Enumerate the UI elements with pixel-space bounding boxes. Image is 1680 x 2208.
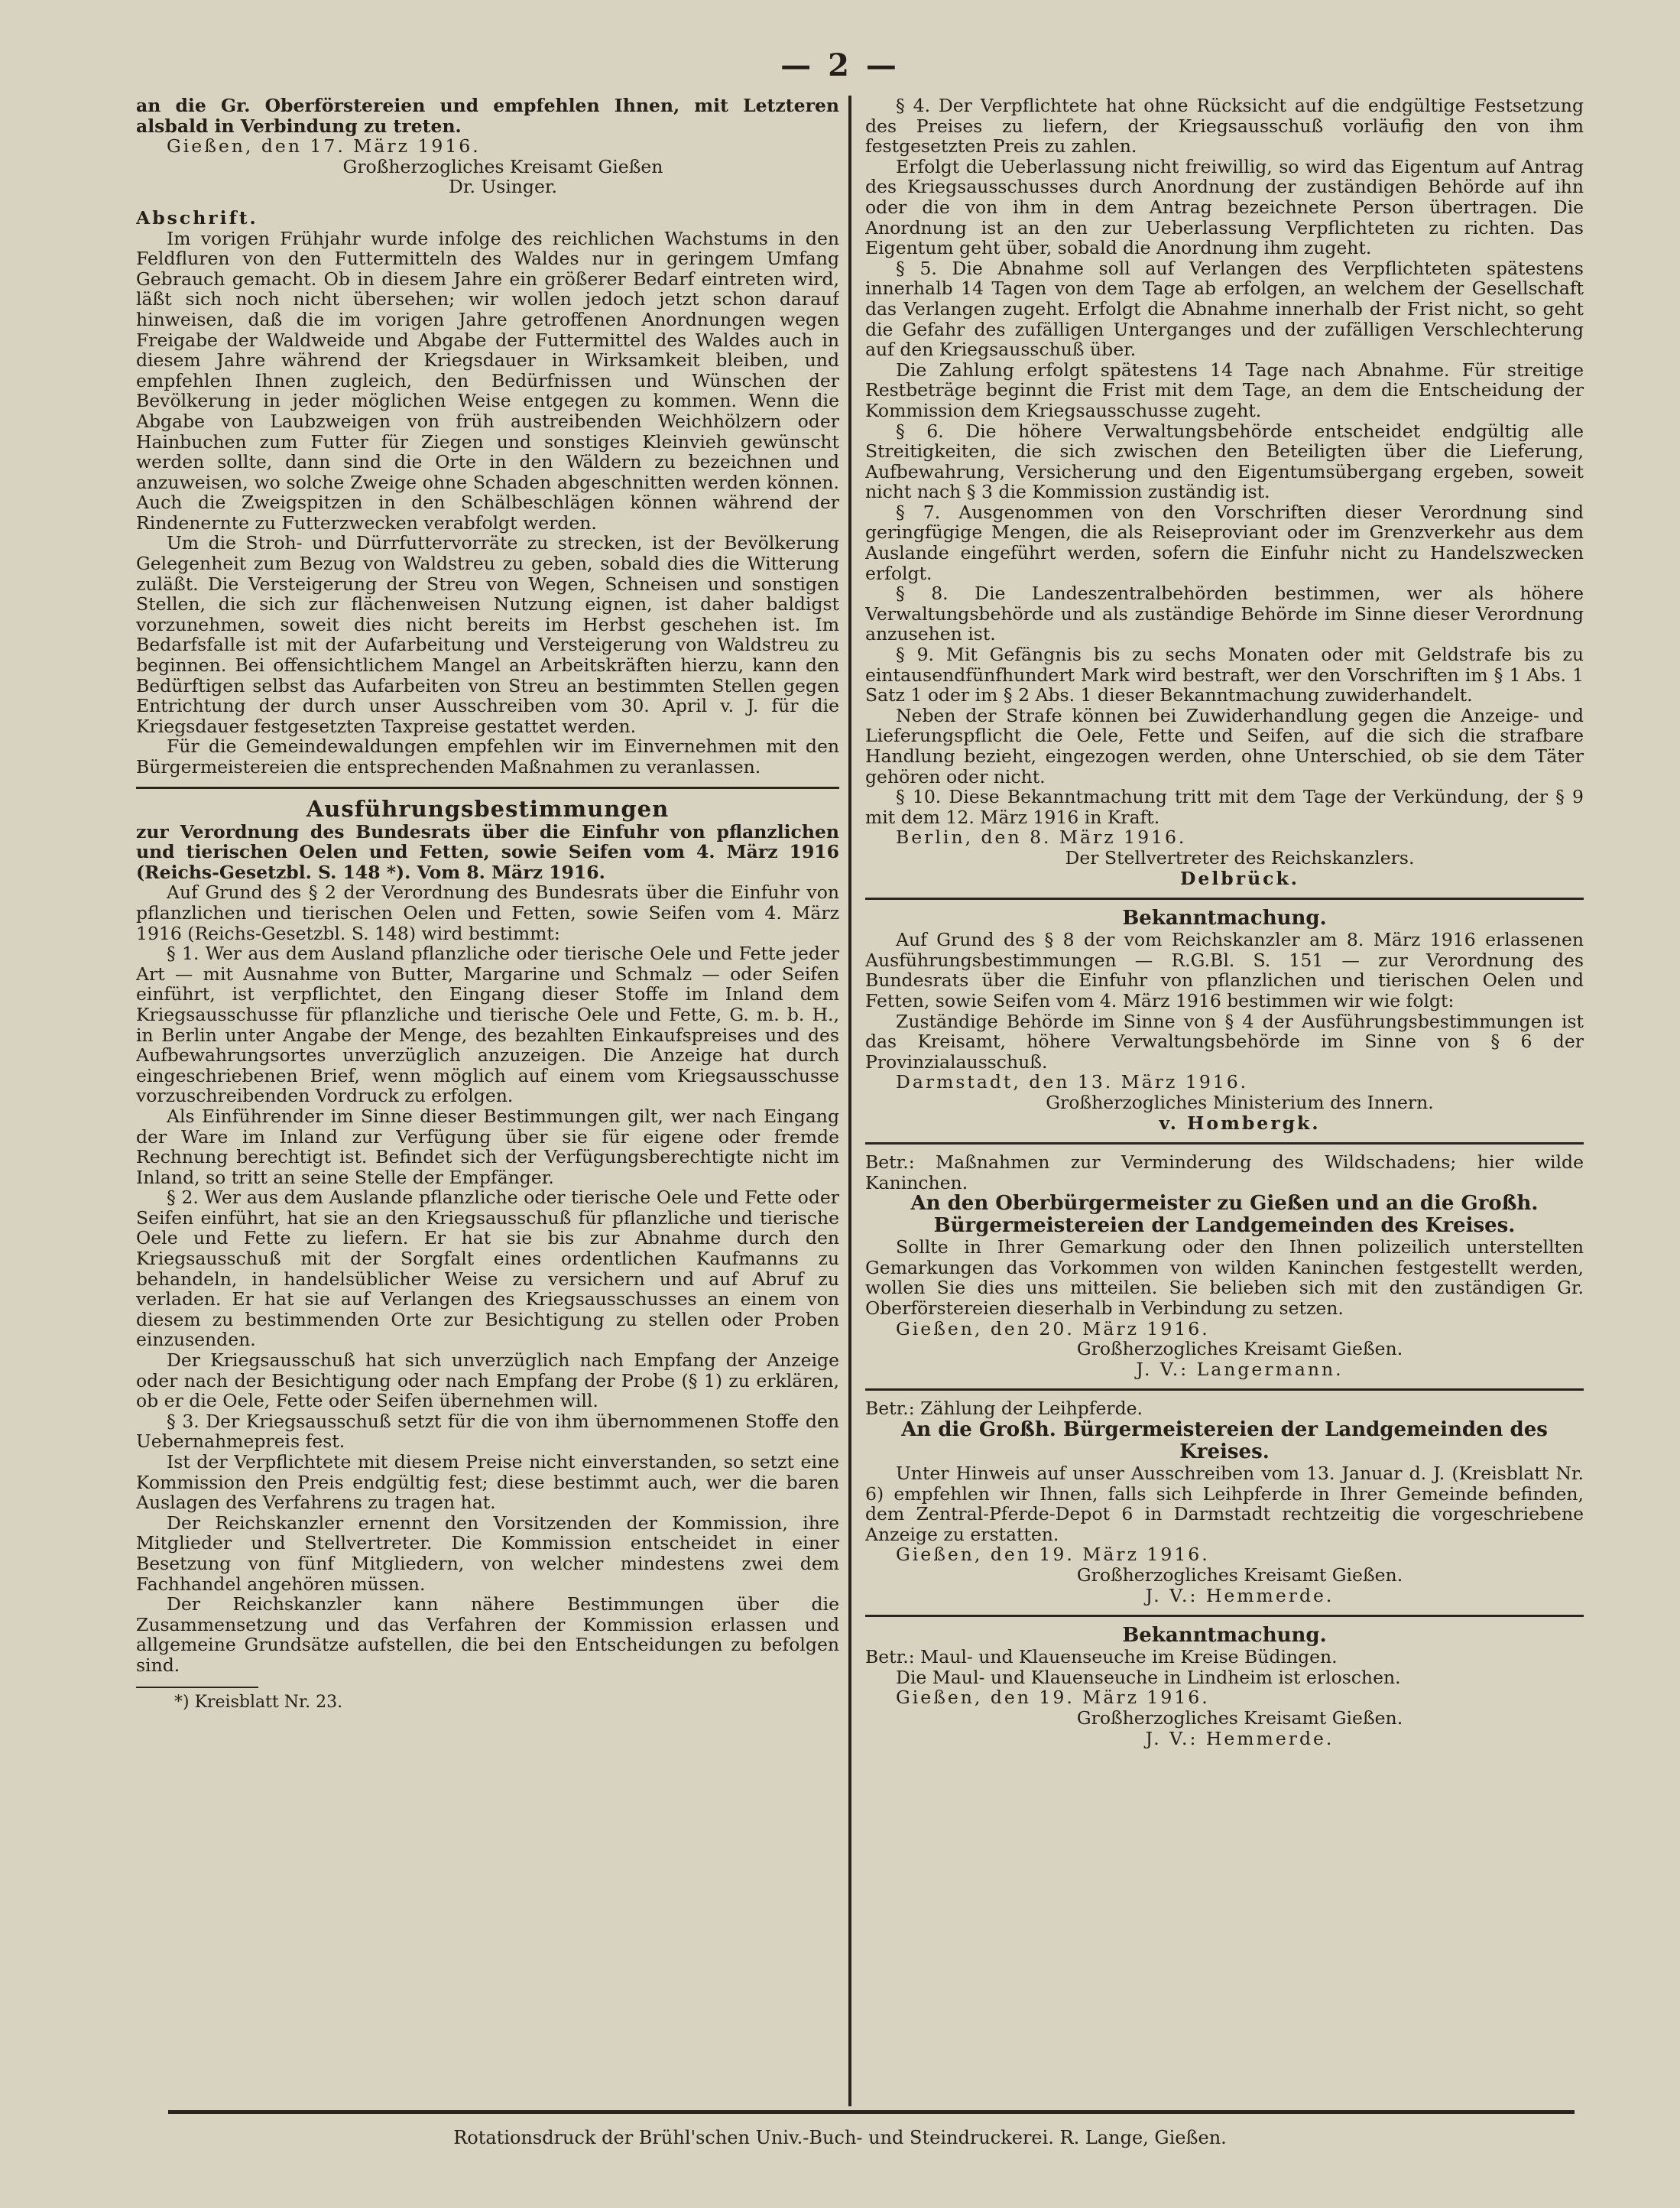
section-6-paragraph: § 6. Die höhere Verwaltungsbehörde entscheidet endgültig alle Streitigkeiten, die sich zwischen den Beteiligten über die Lieferung, Aufbewahrung, Versicherung und den Eigentumsübergang ergeben, soweit nicht nach § 3 die Kommission zuständig ist. bbox=[865, 420, 1584, 503]
section-7-paragraph: § 7. Ausgenommen von den Vorschriften dieser Verordnung sind geringfügige Mengen, die als Reiseproviant oder im Grenzverkehr aus dem Auslande eingeführt werden, sofern die Einfuhr nicht zu Handelszwecken erfolgt. bbox=[865, 501, 1584, 584]
regulation-paragraph-4: § 2. Wer aus dem Auslande pflanzliche oder tierische Oele und Fette oder Seifen einführt, hat sie an den Kriegsausschuß für pflanzliche und tierische Oele und Fette zu liefern. Er hat sie bis zur Abnahme durch den Kriegsausschuß mit der Sorgfalt eines ordentlichen Kaufmanns zu behandeln, in handelsüblicher Weise zu versichern und auf Abruf zu verladen. Er hat sie auf Verlangen des Kriegsausschusses an einem von diesem zu bestimmenden Orte zur Besichtigung zu stellen oder Proben einzusenden. bbox=[136, 1187, 839, 1351]
regulation-subheading: zur Verordnung des Bundesrats über die Einfuhr von pflanzlichen und tierischen Oelen und Fetten, sowie Seifen vom 4. März 1916 (Reichs-Gesetzbl. S. 148 *). Vom 8. März 1916. bbox=[136, 820, 839, 883]
section-9-paragraph: § 9. Mit Gefängnis bis zu sechs Monaten oder mit Geldstrafe bis zu eintausendfünfhundert Mark wird bestraft, wer den Vorschriften im § 1 Abs. 1 Satz 1 oder im § 2 Abs. 1 dieser Bekanntmachung zuwiderhandelt. bbox=[865, 644, 1584, 706]
section-rule bbox=[136, 787, 839, 789]
copy-paragraph-3: Für die Gemeindewaldungen empfehlen wir im Einvernehmen mit den Bürgermeistereien die entsprechenden Maßnahmen zu veranlassen. bbox=[136, 735, 839, 778]
wildlife-heading: An den Oberbürgermeister zu Gießen und an die Großh. Bürgermeistereien der Landgemeinden des Kreises. bbox=[910, 1192, 1539, 1238]
section-8-paragraph: § 8. Die Landeszentralbehörden bestimmen, wer als höhere Verwaltungsbehörde und als zuständige Behörde im Sinne dieser Verordnung anzusehen ist. bbox=[865, 583, 1584, 645]
regulation-paragraph-2: § 1. Wer aus dem Ausland pflanzliche oder tierische Oele und Fette jeder Art — mit Ausnahme von Butter, Margarine und Schmalz — oder Seifen einführt, ist verpflichtet, den Eingang dieser Stoffe im Inland dem Kriegsausschusse für pflanzliche und tierische Oele und Fette, G. m. b. H., in Berlin unter Angabe der Menge, des bezahlten Einkaufspreises und des Aufbewahrungsortes unverzüglich anzuzeigen. Die Anzeige hat durch eingeschriebenen Brief, wenn möglich auf einem vom Kriegsausschusse vorzuschreibenden Vordruck zu erfolgen. bbox=[136, 943, 839, 1107]
copy-paragraph-2: Um die Stroh- und Dürrfuttervorräte zu strecken, ist der Bevölkerung Gelegenheit zum Bezug von Waldstreu zu geben, sobald dies die Witterung zuläßt. Die Versteigerung der Streu von Wegen, Schneisen und sonstigen Stellen, die sich zur flächenweisen Nutzung eignen, ist daher baldigst vorzunehmen, soweit dies nicht bereits im Herbst geschehen ist. Im Bedarfsfalle ist mit der Aufarbeitung und Versteigerung von Waldstreu zu beginnen. Bei offensichtlichem Mangel an Arbeitskräften hierzu, kann den Bedürftigen selbst das Aufarbeiten von Streu an bestimmten Stellen gegen Entrichtung der durch unser Ausschreiben vom 30. April v. J. für die Kriegsdauer festgesetzten Taxpreise gestattet werden. bbox=[136, 532, 839, 737]
section-9-paragraph-2: Neben der Strafe können bei Zuwiderhandlung gegen die Anzeige- und Lieferungspflicht die Oele, Fette und Seifen, auf die sich die strafbare Handlung bezieht, eingezogen werden, ohne Unterschied, ob sie dem Täter gehören oder nicht. bbox=[865, 704, 1584, 787]
disease-signature: J. V.: Hemmerde. bbox=[1145, 1727, 1335, 1749]
right-column bbox=[865, 96, 1584, 2038]
section-5-paragraph: § 5. Die Abnahme soll auf Verlangen des Verpflichteten spätestens innerhalb 14 Tagen von dem Tage ab erfolgen, an welchem der Gesellschaft das Verlangen zugeht. Erfolgt die Abnahme innerhalb der Frist nicht, so geht die Gefahr des zufälligen Unterganges und der zufälligen Verschlechterung auf den Kriegsausschuß über. bbox=[865, 257, 1584, 361]
disease-date: Gießen, den 19. März 1916. bbox=[896, 1687, 1210, 1709]
darmstadt-signature: v. Hombergk. bbox=[1159, 1112, 1321, 1134]
horses-signature: J. V.: Hemmerde. bbox=[1145, 1584, 1335, 1606]
disease-subject: Betr.: Maul- und Klauenseuche im Kreise Büdingen. bbox=[865, 1646, 1338, 1668]
darmstadt-date: Darmstadt, den 13. März 1916. bbox=[896, 1071, 1249, 1093]
regulation-paragraph-6: § 3. Der Kriegsausschuß setzt für die von ihm übernommenen Stoffe den Uebernahmepreis fest. bbox=[136, 1410, 839, 1453]
column-divider bbox=[848, 96, 851, 2106]
copy-heading: Abschrift. bbox=[136, 206, 258, 229]
horses-paragraph: Unter Hinweis auf unser Ausschreiben vom 13. Januar d. J. (Kreisblatt Nr. 6) empfehlen wir Ihnen, falls sich Leihpferde in Ihrer Gemeinde befinden, dem Zentral-Pferde-Depot 6 in Darmstadt rechtzeitig die vorgeschriebene Anzeige zu erstatten. bbox=[865, 1463, 1584, 1545]
regulation-paragraph-7: Ist der Verpflichtete mit diesem Preise nicht einverstanden, so setzt eine Kommission den Preis endgültig fest; diese bestimmt auch, wer die baren Auslagen des Verfahrens zu tragen hat. bbox=[136, 1451, 839, 1514]
bottom-rule bbox=[168, 2110, 1575, 2114]
left-column bbox=[136, 96, 839, 2099]
regulation-paragraph-1: Auf Grund des § 2 der Verordnung des Bundesrats über die Einfuhr von pflanzlichen und tierischen Oelen und Fetten, sowie Seifen vom 4. März 1916 (Reichs-Gesetzbl. S. 148) wird bestimmt: bbox=[136, 882, 839, 944]
regulation-paragraph-9: Der Reichskanzler kann nähere Bestimmungen über die Zusammensetzung und das Verfahren der Kommission erlassen und allgemeine Grundsätze aufstellen, die bei den Entscheidungen zu befolgen sind. bbox=[136, 1593, 839, 1676]
wildlife-date: Gießen, den 20. März 1916. bbox=[896, 1317, 1210, 1339]
horses-heading: An die Großh. Bürgermeistereien der Landgemeinden des Kreises. bbox=[901, 1418, 1548, 1464]
section-rule bbox=[865, 1615, 1584, 1617]
announcement-heading: Bekanntmachung. bbox=[1122, 907, 1327, 930]
wildlife-office: Großherzogliches Kreisamt Gießen. bbox=[1076, 1338, 1403, 1360]
printer-imprint: Rotationsdruck der Brühl'schen Univ.-Buch- und Steindruckerei. R. Lange, Gießen. bbox=[453, 2127, 1227, 2148]
page-number: — 2 — bbox=[780, 47, 900, 83]
regulation-paragraph-8: Der Reichskanzler ernennt den Vorsitzenden der Kommission, ihre Mitglieder und Stellvertreter. Die Kommission entscheidet in einer Besetzung von fünf Mitgliedern, von welcher mindestens zwei dem Fachhandel angehören müssen. bbox=[136, 1512, 839, 1595]
wildlife-subject: Betr.: Maßnahmen zur Verminderung des Wildschadens; hier wilde Kaninchen. bbox=[865, 1151, 1584, 1193]
section-4-paragraph-2: Erfolgt die Ueberlassung nicht freiwillig, so wird das Eigentum auf Antrag des Kriegsausschusses durch Anordnung der zuständigen Behörde auf ihn oder die von ihm in dem Antrag bezeichnete Person übertragen. Die Anordnung ist an den zur Ueberlassung Verpflichteten zu richten. Das Eigentum geht über, sobald die Anordnung ihm zugeht. bbox=[865, 155, 1584, 259]
horses-office: Großherzogliches Kreisamt Gießen. bbox=[1076, 1564, 1403, 1586]
regulation-paragraph-3: Als Einführender im Sinne dieser Bestimmungen gilt, wer nach Eingang der Ware im Inland zur Verfügung über sie für eigene oder fremde Rechnung berechtigt ist. Befindet sich der Verfügungsberechtigte nicht im Inland, so tritt an seine Stelle der Empfänger. bbox=[136, 1105, 839, 1188]
darmstadt-office: Großherzogliches Ministerium des Innern. bbox=[1046, 1091, 1434, 1113]
letter-date: Gießen, den 17. März 1916. bbox=[167, 135, 481, 157]
disease-office: Großherzogliches Kreisamt Gießen. bbox=[1076, 1706, 1403, 1729]
disease-paragraph: Die Maul- und Klauenseuche in Lindheim ist erloschen. bbox=[896, 1666, 1401, 1688]
section-10-paragraph: § 10. Diese Bekanntmachung tritt mit dem Tage der Verkündung, der § 9 mit dem 12. März 1916 in Kraft. bbox=[865, 786, 1584, 828]
section-rule bbox=[865, 1388, 1584, 1391]
footnote: *) Kreisblatt Nr. 23. bbox=[174, 1692, 343, 1712]
section-5-paragraph-2: Die Zahlung erfolgt spätestens 14 Tage nach Abnahme. Für streitige Restbeträge beginnt die Frist mit dem Tage, an dem die Entscheidung der Kommission dem Kriegsausschusse zugeht. bbox=[865, 359, 1584, 421]
announcement-paragraph-2: Zuständige Behörde im Sinne von § 4 der Ausführungsbestimmungen ist das Kreisamt, höhere Verwaltungsbehörde im Sinne von § 6 der Provinzialausschuß. bbox=[865, 1010, 1584, 1073]
berlin-date: Berlin, den 8. März 1916. bbox=[896, 826, 1187, 849]
section-rule bbox=[865, 1142, 1584, 1145]
section-rule bbox=[865, 898, 1584, 900]
letter-office: Großherzogliches Kreisamt Gießen bbox=[342, 155, 663, 177]
wildlife-paragraph: Sollte in Ihrer Gemarkung oder den Ihnen polizeilich unterstellten Gemarkungen das Vorkommen von wilden Kaninchen festgestellt werden, wollen Sie dies uns mitteilen. Sie belieben sich mit den zuständigen Gr. Oberförstereien dieserhalb in Verbindung zu setzen. bbox=[865, 1236, 1584, 1320]
footnote-rule bbox=[136, 1687, 258, 1688]
section-4-paragraph: § 4. Der Verpflichtete hat ohne Rücksicht auf die endgültige Festsetzung des Preises zu liefern, der Kriegsausschuß vorläufig den von ihm festgesetzten Preis zu zahlen. bbox=[865, 96, 1584, 157]
horses-subject: Betr.: Zählung der Leihpferde. bbox=[865, 1398, 1143, 1420]
disease-heading: Bekanntmachung. bbox=[1122, 1624, 1327, 1648]
regulation-paragraph-5: Der Kriegsausschuß hat sich unverzüglich nach Empfang der Anzeige oder nach der Besichtigung oder nach Empfang der Probe (§ 1) zu erklären, ob er die Oele, Fette oder Seifen übernehmen will. bbox=[136, 1349, 839, 1412]
letter-signature: Dr. Usinger. bbox=[448, 176, 558, 198]
horses-date: Gießen, den 19. März 1916. bbox=[896, 1544, 1210, 1566]
berlin-office: Der Stellvertreter des Reichskanzlers. bbox=[1065, 846, 1415, 869]
copy-paragraph-1: Im vorigen Frühjahr wurde infolge des reichlichen Wachstums in den Feldfluren von den Futtermitteln des Waldes nur in geringem Umfang Gebrauch gemacht. Ob in diesem Jahre ein größerer Bedarf eintreten wird, läßt sich noch nicht übersehen; wir wollen jedoch jetzt schon darauf hinweisen, daß die im vorigen Jahre getroffenen Anordnungen wegen Freigabe der Waldweide und Abgabe der Futtermittel des Waldes auch in diesem Jahre während der Kriegsdauer in Wirksamkeit bleiben, und empfehlen Ihnen zugleich, den Bedürfnissen und Wünschen der Bevölkerung in jeder möglichen Weise entgegen zu kommen. Wenn die Abgabe von Laubzweigen von früh austreibenden Weichhölzern oder Hainbuchen zum Futter für Ziegen und sonstiges Kleinvieh gewünscht werden sollte, dann sind die Orte in den Wäldern zu bezeichnen und anzuweisen, wo solche Zweige ohne Schaden abgeschnitten werden können. Auch die Zweigspitzen in den Schälbeschlägen können während der Rindenernte zu Futterzwecken verabfolgt werden. bbox=[136, 227, 839, 534]
regulation-heading: Ausführungsbestimmungen bbox=[306, 795, 670, 822]
wildlife-signature: J. V.: Langermann. bbox=[1136, 1358, 1344, 1380]
berlin-signature: Delbrück. bbox=[1180, 867, 1299, 889]
letter-text: an die Gr. Oberförstereien und empfehlen Ihnen, mit Letzteren alsbald in Verbindung zu treten. bbox=[136, 96, 839, 137]
announcement-paragraph-1: Auf Grund des § 8 der vom Reichskanzler am 8. März 1916 erlassenen Ausführungsbestimmungen — R.G.Bl. S. 151 — zur Verordnung des Bundesrats über die Einfuhr von pflanzlichen und tierischen Oelen und Fetten, sowie Seifen vom 4. März 1916 bestimmen wir wie folgt: bbox=[865, 929, 1584, 1011]
